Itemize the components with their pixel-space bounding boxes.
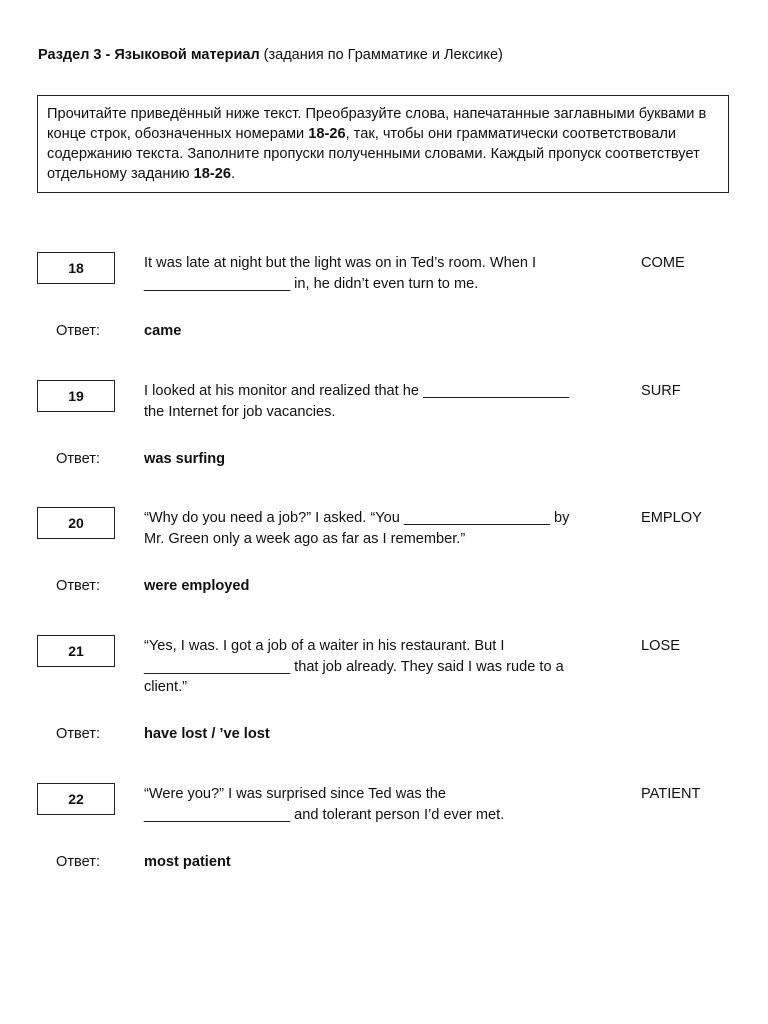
task-18 (0, 252, 768, 372)
task-key-word: SURF (641, 383, 681, 399)
instructions-range2: 18-26 (193, 166, 231, 182)
section-title-bold: Раздел 3 - Языковой материал (38, 47, 260, 63)
task-text-line: __________________ that job already. They said I was rude to a (144, 658, 564, 675)
task-20 (0, 507, 768, 627)
task-22 (0, 783, 768, 903)
task-number: 19 (37, 380, 115, 412)
answer-label: Ответ: (56, 854, 100, 870)
answer-label: Ответ: (56, 726, 100, 742)
instructions-box (37, 95, 729, 193)
instructions-part3: . (230, 166, 236, 182)
task-key-word: EMPLOY (641, 510, 702, 526)
answer-value: came (144, 323, 182, 339)
task-number: 22 (37, 783, 115, 815)
task-text-line: the Internet for job vacancies. (144, 403, 336, 420)
task-number: 21 (37, 635, 115, 667)
task-text-line: __________________ in, he didn’t even turn to me. (144, 275, 479, 292)
task-text (144, 636, 614, 698)
task-key-word: LOSE (641, 638, 680, 654)
task-text-line: __________________ and tolerant person I’d ever met. (144, 806, 505, 823)
task-text (144, 253, 614, 294)
task-text (144, 381, 614, 422)
task-21 (0, 635, 768, 755)
task-key-word: PATIENT (641, 786, 701, 802)
answer-label: Ответ: (56, 451, 100, 467)
task-text-line: “Were you?” I was surprised since Ted was the (144, 786, 447, 802)
answer-value: have lost / ’ve lost (144, 726, 270, 742)
task-text (144, 508, 614, 549)
task-number: 20 (37, 507, 115, 539)
task-text (144, 784, 614, 825)
instructions-part2: , так, чтобы они грамматически соответствовали содержанию текста. Заполните пропуски полученными словами. Каждый пропуск соответствует отдельному заданию (47, 126, 700, 182)
answer-label: Ответ: (56, 323, 100, 339)
answer-value: was surfing (144, 451, 226, 467)
instructions-part1: Прочитайте приведённый ниже текст. Преобразуйте слова, напечатанные заглавными буквами в конце строк, обозначенных номерами (47, 106, 707, 142)
section-title-subtitle: (задания по Грамматике и Лексике) (259, 47, 503, 63)
task-19 (0, 380, 768, 500)
section-title (38, 47, 503, 63)
answer-value: were employed (144, 578, 250, 594)
answer-label: Ответ: (56, 578, 100, 594)
task-text-line: client.” (144, 679, 187, 695)
task-key-word: COME (641, 255, 685, 271)
task-text-line: “Yes, I was. I got a job of a waiter in his restaurant. But I (144, 638, 505, 654)
instructions-range1: 18-26 (308, 126, 346, 142)
task-text-line: I looked at his monitor and realized that he __________________ (144, 383, 570, 399)
task-text-line: Mr. Green only a week ago as far as I remember.” (144, 530, 466, 547)
task-text-line: It was late at night but the light was on in Ted’s room. When I (144, 255, 537, 271)
task-text-line: “Why do you need a job?” I asked. “You __________________ by (144, 510, 570, 526)
task-number: 18 (37, 252, 115, 284)
answer-value: most patient (144, 854, 231, 870)
